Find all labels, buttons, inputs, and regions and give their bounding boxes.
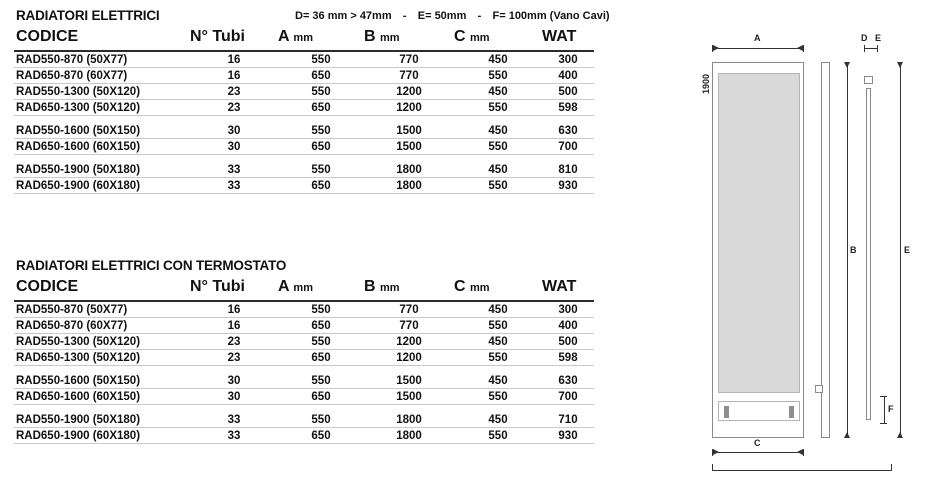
row-spacer — [14, 405, 594, 413]
cell-b: 1200 — [364, 100, 454, 116]
dimension-label-d: D — [861, 33, 868, 43]
table-body — [14, 51, 594, 194]
cell-b: 1500 — [364, 389, 454, 405]
dimension-label-a: A — [754, 33, 761, 43]
column-header-c: C mm — [454, 277, 542, 301]
table-row — [14, 123, 594, 139]
dimension-line-b — [847, 62, 848, 438]
cell-a: 550 — [278, 51, 364, 68]
cell-wat: 598 — [542, 350, 594, 366]
cell-c: 550 — [454, 100, 542, 116]
cell-tubi: 30 — [190, 139, 278, 155]
dimension-arrow-c-right — [797, 449, 803, 455]
radiator-profile-view — [866, 88, 871, 420]
cell-wat: 700 — [542, 389, 594, 405]
table-row — [14, 428, 594, 444]
column-header-codice: CODICE — [14, 277, 190, 301]
cell-c: 550 — [454, 350, 542, 366]
baseline-tick-left — [712, 464, 713, 471]
column-header-a: A mm — [278, 27, 364, 51]
cell-a: 650 — [278, 178, 364, 194]
cell-a: 550 — [278, 123, 364, 139]
table-row — [14, 139, 594, 155]
cell-b: 1800 — [364, 162, 454, 178]
cell-a: 650 — [278, 68, 364, 84]
cell-a: 550 — [278, 334, 364, 350]
radiator-front-view — [712, 62, 804, 438]
radiator-side-notch — [815, 385, 823, 393]
cell-codice: RAD550-1600 (50X150) — [14, 373, 190, 389]
column-header-b: B mm — [364, 277, 454, 301]
radiator-bottom-bar — [718, 401, 800, 421]
cell-b: 1800 — [364, 412, 454, 428]
cell-codice: RAD550-1600 (50X150) — [14, 123, 190, 139]
cell-wat: 700 — [542, 139, 594, 155]
table-row — [14, 51, 594, 68]
dimension-tick-a-right — [803, 45, 804, 52]
legend-f: F= 100mm (Vano Cavi) — [492, 10, 610, 22]
cell-codice: RAD650-1600 (60X150) — [14, 389, 190, 405]
radiator-spec-table — [14, 27, 594, 194]
cell-codice: RAD650-1300 (50X120) — [14, 350, 190, 366]
dimension-arrow-e-top — [897, 62, 903, 68]
cell-wat: 810 — [542, 162, 594, 178]
dimension-label-f: F — [888, 404, 894, 414]
cell-a: 650 — [278, 139, 364, 155]
dimension-label-b: B — [850, 245, 857, 255]
cell-a: 650 — [278, 428, 364, 444]
table-body — [14, 301, 594, 444]
table-section-electric-radiators — [14, 8, 594, 194]
table-row — [14, 100, 594, 116]
cell-a: 650 — [278, 318, 364, 334]
cell-wat: 500 — [542, 334, 594, 350]
table-row — [14, 68, 594, 84]
cell-b: 1500 — [364, 373, 454, 389]
dimension-tick-f-bottom — [880, 423, 887, 424]
cell-codice: RAD650-870 (60X77) — [14, 318, 190, 334]
table-row — [14, 412, 594, 428]
cell-codice: RAD650-1600 (60X150) — [14, 139, 190, 155]
cell-b: 1800 — [364, 178, 454, 194]
cell-a: 550 — [278, 412, 364, 428]
cell-a: 550 — [278, 84, 364, 100]
cell-tubi: 30 — [190, 373, 278, 389]
column-header-a: A mm — [278, 277, 364, 301]
legend-separator-2: - — [477, 10, 482, 22]
row-spacer — [14, 116, 594, 124]
column-header-b: B mm — [364, 27, 454, 51]
cell-tubi: 23 — [190, 334, 278, 350]
cell-codice: RAD550-1300 (50X120) — [14, 334, 190, 350]
cell-b: 1500 — [364, 123, 454, 139]
table-row — [14, 84, 594, 100]
row-spacer — [14, 366, 594, 374]
cell-c: 450 — [454, 51, 542, 68]
dimension-arrow-b-top — [844, 62, 850, 68]
dimension-label-e: E — [904, 245, 911, 255]
dimension-arrow-c-left — [713, 449, 719, 455]
cell-b: 1800 — [364, 428, 454, 444]
cell-tubi: 33 — [190, 428, 278, 444]
cell-tubi: 33 — [190, 412, 278, 428]
dimension-line-c — [712, 452, 804, 453]
radiator-side-view — [821, 62, 830, 438]
cell-c: 450 — [454, 412, 542, 428]
cell-a: 650 — [278, 350, 364, 366]
cell-tubi: 23 — [190, 350, 278, 366]
column-header-wat: WAT — [542, 277, 594, 301]
table-row — [14, 162, 594, 178]
legend-e: E= 50mm — [417, 10, 467, 22]
cell-wat: 598 — [542, 100, 594, 116]
cell-codice: RAD550-870 (50X77) — [14, 301, 190, 318]
cell-c: 450 — [454, 334, 542, 350]
cell-tubi: 16 — [190, 68, 278, 84]
drawing-baseline — [712, 470, 892, 471]
cell-a: 550 — [278, 162, 364, 178]
cell-tubi: 33 — [190, 162, 278, 178]
cell-codice: RAD550-870 (50X77) — [14, 51, 190, 68]
dimension-line-d — [864, 48, 878, 49]
cell-wat: 930 — [542, 428, 594, 444]
radiator-foot-left — [724, 406, 729, 418]
table-row — [14, 301, 594, 318]
drawing-height-label: 1900 — [701, 74, 711, 95]
cell-wat: 400 — [542, 68, 594, 84]
dimension-tick-f-top — [880, 396, 887, 397]
technical-drawing — [660, 0, 929, 482]
dimension-tick-d-right — [877, 45, 878, 52]
cell-tubi: 16 — [190, 301, 278, 318]
dimension-arrow-e-bottom — [897, 432, 903, 438]
cell-codice: RAD650-1900 (60X180) — [14, 178, 190, 194]
cell-codice: RAD550-1900 (50X180) — [14, 162, 190, 178]
cell-c: 450 — [454, 162, 542, 178]
radiator-spec-table-thermostat — [14, 277, 594, 444]
cell-a: 550 — [278, 301, 364, 318]
cell-b: 1500 — [364, 139, 454, 155]
cell-wat: 710 — [542, 412, 594, 428]
cell-c: 450 — [454, 373, 542, 389]
table-title: RADIATORI ELETTRICI — [16, 8, 160, 23]
dimension-arrow-a-left — [713, 45, 719, 51]
cell-c: 550 — [454, 139, 542, 155]
dimension-label-c: C — [754, 438, 761, 448]
cell-b: 770 — [364, 318, 454, 334]
dimension-line-f — [884, 396, 885, 424]
cell-tubi: 30 — [190, 389, 278, 405]
cell-codice: RAD550-1300 (50X120) — [14, 84, 190, 100]
cell-wat: 300 — [542, 51, 594, 68]
dimension-tick-c-right — [803, 449, 804, 456]
cell-b: 1200 — [364, 334, 454, 350]
cell-a: 650 — [278, 389, 364, 405]
cell-c: 550 — [454, 428, 542, 444]
cell-c: 450 — [454, 301, 542, 318]
table-header-row — [14, 277, 594, 301]
legend-separator-1: - — [402, 10, 407, 22]
cell-wat: 630 — [542, 373, 594, 389]
cell-codice: RAD650-1300 (50X120) — [14, 100, 190, 116]
baseline-tick-right — [891, 464, 892, 471]
cell-tubi: 30 — [190, 123, 278, 139]
row-spacer — [14, 155, 594, 163]
dimension-arrow-a-right — [797, 45, 803, 51]
cell-b: 770 — [364, 68, 454, 84]
dimension-arrow-b-bottom — [844, 432, 850, 438]
cell-wat: 630 — [542, 123, 594, 139]
cell-tubi: 23 — [190, 84, 278, 100]
table-section-electric-radiators-thermostat — [14, 258, 594, 444]
cell-c: 550 — [454, 178, 542, 194]
cell-b: 770 — [364, 301, 454, 318]
column-header-tubi: N° Tubi — [190, 277, 278, 301]
cell-b: 770 — [364, 51, 454, 68]
column-header-codice: CODICE — [14, 27, 190, 51]
cell-codice: RAD550-1900 (50X180) — [14, 412, 190, 428]
cell-c: 450 — [454, 123, 542, 139]
cell-codice: RAD650-870 (60X77) — [14, 68, 190, 84]
cell-b: 1200 — [364, 350, 454, 366]
table-title: RADIATORI ELETTRICI CON TERMOSTATO — [16, 258, 287, 273]
dimension-line-a — [712, 48, 804, 49]
dimension-label-e-top: E — [875, 33, 882, 43]
legend-d: D= 36 mm > 47mm — [295, 10, 392, 22]
cell-wat: 930 — [542, 178, 594, 194]
cell-wat: 300 — [542, 301, 594, 318]
column-header-wat: WAT — [542, 27, 594, 51]
radiator-panel-body — [718, 73, 800, 393]
cell-tubi: 16 — [190, 51, 278, 68]
cell-tubi: 23 — [190, 100, 278, 116]
cell-c: 550 — [454, 68, 542, 84]
cell-tubi: 16 — [190, 318, 278, 334]
cell-tubi: 33 — [190, 178, 278, 194]
cell-c: 550 — [454, 389, 542, 405]
table-row — [14, 334, 594, 350]
column-header-c: C mm — [454, 27, 542, 51]
table-row — [14, 389, 594, 405]
cell-b: 1200 — [364, 84, 454, 100]
table-row — [14, 178, 594, 194]
radiator-profile-cap — [864, 76, 873, 84]
column-header-tubi: N° Tubi — [190, 27, 278, 51]
cell-a: 650 — [278, 100, 364, 116]
table-row — [14, 350, 594, 366]
table-row — [14, 373, 594, 389]
dimension-tick-d-left — [864, 45, 865, 52]
cell-a: 550 — [278, 373, 364, 389]
cell-wat: 500 — [542, 84, 594, 100]
cell-c: 550 — [454, 318, 542, 334]
table-header-row — [14, 27, 594, 51]
table-row — [14, 318, 594, 334]
cell-wat: 400 — [542, 318, 594, 334]
radiator-foot-right — [789, 406, 794, 418]
cell-c: 450 — [454, 84, 542, 100]
cell-codice: RAD650-1900 (60X180) — [14, 428, 190, 444]
dimension-line-e — [900, 62, 901, 438]
